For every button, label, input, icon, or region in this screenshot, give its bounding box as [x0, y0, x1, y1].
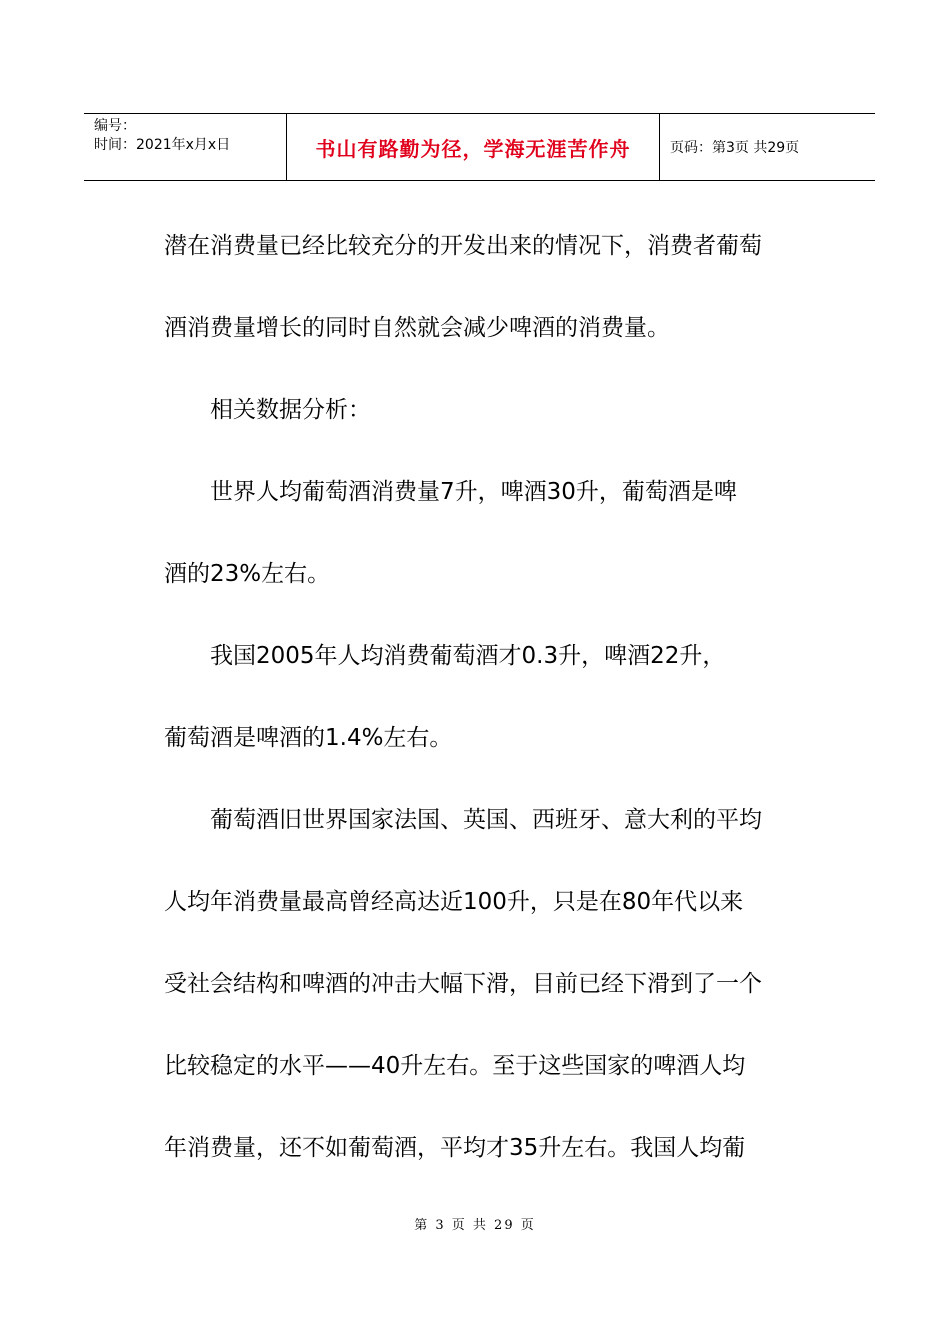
body-line: 世界人均葡萄酒消费量7升，啤酒30升，葡萄酒是啤: [210, 479, 737, 505]
body-line: 潜在消费量已经比较充分的开发出来的情况下，消费者葡萄: [164, 233, 762, 259]
document-number-label: 编号：: [94, 118, 136, 134]
body-line: 酒消费量增长的同时自然就会减少啤酒的消费量。: [164, 315, 670, 341]
header-motto-cell: [286, 114, 660, 180]
document-body: [164, 205, 804, 1189]
header-page-info: 页码：第3页 共29页: [670, 140, 800, 156]
page-footer: 第 3 页 共 29 页: [414, 1218, 536, 1233]
body-line: 相关数据分析：: [210, 397, 371, 423]
header-page-cell: [660, 114, 875, 180]
document-header: [84, 113, 875, 181]
header-motto: 书山有路勤为径，学海无涯苦作舟: [315, 136, 631, 161]
body-line: 酒的23%左右。: [164, 561, 331, 587]
body-line: 人均年消费量最高曾经高达近100升，只是在80年代以来: [164, 889, 744, 915]
document-date-label: 时间：2021年x月x日: [94, 137, 231, 153]
body-line: 葡萄酒旧世界国家法国、英国、西班牙、意大利的平均: [210, 807, 762, 833]
body-line: 受社会结构和啤酒的冲击大幅下滑，目前已经下滑到了一个: [164, 971, 762, 997]
header-meta-cell: [84, 114, 286, 180]
body-line: 我国2005年人均消费葡萄酒才0.3升，啤酒22升，: [210, 643, 726, 669]
body-line: 比较稳定的水平——40升左右。至于这些国家的啤酒人均: [164, 1053, 746, 1079]
body-line: 年消费量，还不如葡萄酒，平均才35升左右。我国人均葡: [164, 1135, 746, 1161]
body-line: 葡萄酒是啤酒的1.4%左右。: [164, 725, 453, 751]
